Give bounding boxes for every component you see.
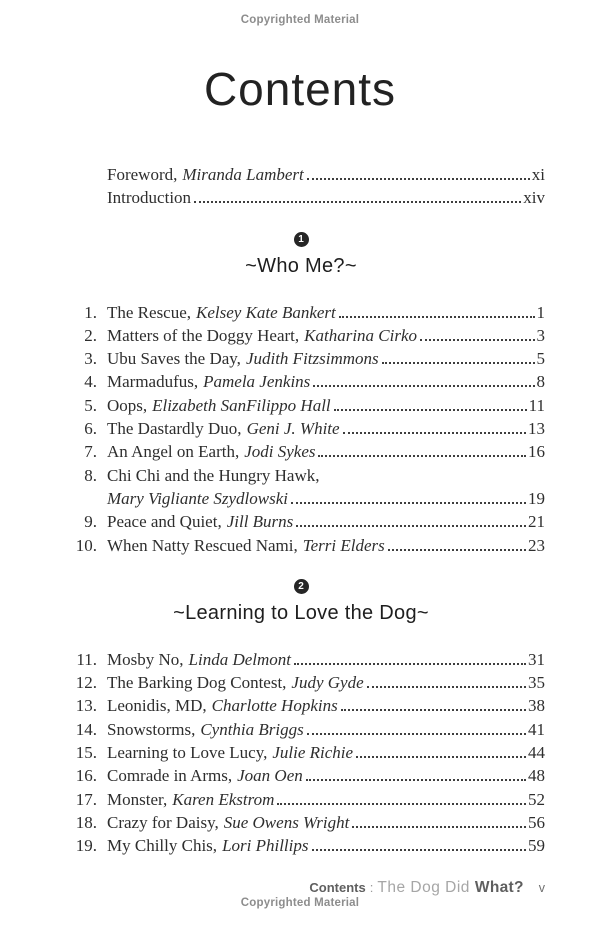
dots-leader [382, 362, 535, 364]
dots-leader [307, 733, 526, 735]
entry-title [107, 741, 353, 764]
dots-leader [318, 455, 526, 457]
entry-author: Judy Gyde [291, 673, 364, 693]
entry-page-number: 11 [528, 395, 545, 415]
entry-author: Joan Oen [237, 766, 303, 786]
entry-number: 15. [75, 743, 97, 763]
entry-title [107, 347, 379, 370]
toc [57, 163, 545, 858]
dots-leader [388, 549, 526, 551]
entry-page-number: 1 [536, 302, 545, 322]
entry-title [107, 811, 349, 834]
entry-title-text: Monster, [107, 789, 168, 809]
entry-title [107, 394, 331, 417]
copyright-notice-bottom: Copyrighted Material [240, 897, 360, 909]
entry-number: 7. [84, 442, 97, 462]
entry-number: 3. [84, 349, 97, 369]
entry-number: 6. [84, 419, 97, 439]
footer-page-number: v [538, 881, 545, 895]
entry-author: Charlotte Hopkins [211, 696, 338, 716]
entry-page-number: 44 [528, 743, 545, 763]
entry-page-number: 38 [528, 696, 545, 716]
entry-number: 18. [75, 812, 97, 832]
toc-entry [57, 394, 545, 417]
section-entries [57, 301, 545, 557]
toc-entry [57, 301, 545, 324]
toc-entry [57, 811, 545, 834]
entry-author: Elizabeth SanFilippo Hall [152, 395, 331, 415]
front-matter [57, 163, 545, 210]
entry-author: Judith Fitzsimmons [245, 349, 379, 369]
entry-author: Kelsey Kate Bankert [196, 302, 336, 322]
entry-number: 13. [75, 696, 97, 716]
dots-leader [296, 525, 526, 527]
toc-entry [57, 834, 545, 857]
dots-leader [194, 201, 521, 203]
dots-leader [313, 385, 534, 387]
dots-leader [352, 826, 526, 828]
dots-leader [307, 178, 530, 180]
entry-title-text: The Barking Dog Contest, [107, 673, 287, 693]
toc-entry [57, 464, 545, 487]
entry-title [107, 324, 417, 347]
entry-page-number: 8 [536, 372, 545, 392]
section-header [57, 232, 545, 279]
dots-leader [277, 803, 526, 805]
entry-page-number: 31 [528, 649, 545, 669]
toc-section [57, 232, 545, 557]
dots-leader [306, 779, 526, 781]
toc-entry [57, 370, 545, 393]
dots-leader [367, 686, 526, 688]
entry-title-text: When Natty Rescued Nami, [107, 535, 298, 555]
entry-page-number: xi [531, 165, 545, 184]
entry-author: Karen Ekstrom [172, 789, 275, 809]
entry-title-text: Comrade in Arms, [107, 766, 233, 786]
entry-title-text: Foreword, [107, 165, 178, 184]
entry-title-text: An Angel on Earth, [107, 442, 240, 462]
entry-author: Cynthia Briggs [200, 719, 304, 739]
entry-title-text: Leonidis, MD, [107, 696, 207, 716]
toc-section [57, 579, 545, 858]
section-entries [57, 648, 545, 858]
toc-entry [57, 417, 545, 440]
entry-title-text: Snowstorms, [107, 719, 196, 739]
entry-page-number: 21 [528, 512, 545, 532]
toc-entry [57, 764, 545, 787]
entry-page-number: 23 [528, 535, 545, 555]
toc-entry [57, 186, 545, 209]
entry-title [107, 718, 304, 741]
toc-entry [57, 534, 545, 557]
entry-title [107, 186, 191, 209]
dots-leader [343, 432, 526, 434]
entry-number: 16. [75, 766, 97, 786]
toc-entry [57, 440, 545, 463]
entry-number: 12. [75, 673, 97, 693]
entry-page-number: 56 [528, 812, 545, 832]
section-number-badge: 1 [294, 232, 309, 247]
footer-book-title-bold: What? [474, 879, 524, 896]
toc-entry [57, 324, 545, 347]
entry-page-number: 52 [528, 789, 545, 809]
entry-author: Mary Vigliante Szydlowski [107, 488, 288, 508]
entry-page-number: 3 [536, 325, 545, 345]
entry-page-number: 48 [528, 766, 545, 786]
section-number-badge: 2 [294, 579, 309, 594]
entry-number: 17. [75, 789, 97, 809]
toc-entry [57, 671, 545, 694]
entry-title [107, 834, 309, 857]
entry-title-text: Mosby No, [107, 649, 184, 669]
footer-chapter-label: Contents [309, 880, 366, 895]
dots-leader [339, 316, 535, 318]
entry-author: Katharina Cirko [304, 325, 418, 345]
entry-number: 9. [84, 512, 97, 532]
entry-number: 10. [75, 535, 97, 555]
entry-page-number: xiv [523, 188, 545, 208]
entry-title [107, 788, 274, 811]
entry-page-number: 13 [528, 419, 545, 439]
entry-page-number: 16 [528, 442, 545, 462]
section-heading: ~Who Me?~ [245, 254, 357, 277]
toc-entry [57, 788, 545, 811]
running-footer [309, 879, 545, 897]
entry-title [107, 417, 340, 440]
entry-title-text: Introduction [107, 188, 192, 208]
entry-title [107, 671, 364, 694]
toc-entry [57, 718, 545, 741]
entry-title [107, 534, 385, 557]
entry-author: Lori Phillips [222, 836, 309, 856]
entry-title-text: My Chilly Chis, [107, 836, 218, 856]
entry-title-text: Chi Chi and the Hungry Hawk, [107, 465, 320, 485]
entry-author: Miranda Lambert [182, 165, 304, 184]
dots-leader [312, 849, 527, 851]
entry-title [107, 440, 315, 463]
entry-author: Julie Richie [272, 743, 354, 763]
footer-separator: : [369, 880, 374, 895]
entry-title-text: Crazy for Daisy, [107, 812, 219, 832]
entry-title [107, 764, 303, 787]
toc-entry [57, 694, 545, 717]
copyright-notice-top: Copyrighted Material [240, 14, 360, 26]
toc-entry [57, 648, 545, 671]
dots-leader [334, 409, 527, 411]
entry-title [107, 370, 310, 393]
entry-page-number: 19 [528, 488, 545, 508]
entry-title [107, 301, 336, 324]
entry-title-text: Marmadufus, [107, 372, 199, 392]
entry-title-text: Oops, [107, 395, 148, 415]
dots-leader [341, 709, 526, 711]
page-title: Contents [203, 63, 397, 115]
toc-entry [57, 510, 545, 533]
entry-author: Sue Owens Wright [223, 812, 350, 832]
entry-number: 14. [75, 719, 97, 739]
dots-leader [420, 339, 534, 341]
section-header [57, 579, 545, 626]
entry-title [107, 510, 293, 533]
entry-title [107, 648, 291, 671]
entry-number: 4. [84, 372, 97, 392]
section-heading: ~Learning to Love the Dog~ [173, 601, 429, 624]
entry-title [107, 163, 304, 186]
entry-page-number: 41 [528, 719, 545, 739]
entry-title [107, 464, 319, 487]
entry-title-text: Ubu Saves the Day, [107, 349, 241, 369]
entry-title-text: Matters of the Doggy Heart, [107, 325, 300, 345]
entry-page-number: 5 [536, 349, 545, 369]
toc-entry [57, 163, 545, 186]
entry-page-number: 59 [528, 836, 545, 856]
entry-author: Jill Burns [226, 512, 294, 532]
entry-number: 8. [84, 465, 97, 485]
toc-entry [57, 347, 545, 370]
entry-author: Terri Elders [302, 535, 385, 555]
entry-number: 1. [84, 302, 97, 322]
entry-author: Geni J. White [246, 419, 340, 439]
entry-author: Pamela Jenkins [203, 372, 311, 392]
entry-number: 2. [84, 325, 97, 345]
section-number-row [57, 232, 545, 249]
section-number-row [57, 579, 545, 596]
entry-title [107, 487, 288, 510]
dots-leader [291, 502, 526, 504]
entry-title-text: The Dastardly Duo, [107, 419, 242, 439]
toc-entry [57, 741, 545, 764]
footer-book-title-light: The Dog Did [377, 879, 470, 896]
entry-title-text: Learning to Love Lucy, [107, 743, 268, 763]
dots-leader [356, 756, 526, 758]
toc-entry [57, 487, 545, 510]
entry-author: Jodi Sykes [244, 442, 316, 462]
entry-number: 5. [84, 395, 97, 415]
entry-title [107, 694, 338, 717]
entry-title-text: Peace and Quiet, [107, 512, 222, 532]
entry-title-text: The Rescue, [107, 302, 192, 322]
entry-number: 11. [76, 649, 97, 669]
entry-page-number: 35 [528, 673, 545, 693]
entry-author: Linda Delmont [188, 649, 291, 669]
entry-number: 19. [75, 836, 97, 856]
dots-leader [294, 663, 526, 665]
